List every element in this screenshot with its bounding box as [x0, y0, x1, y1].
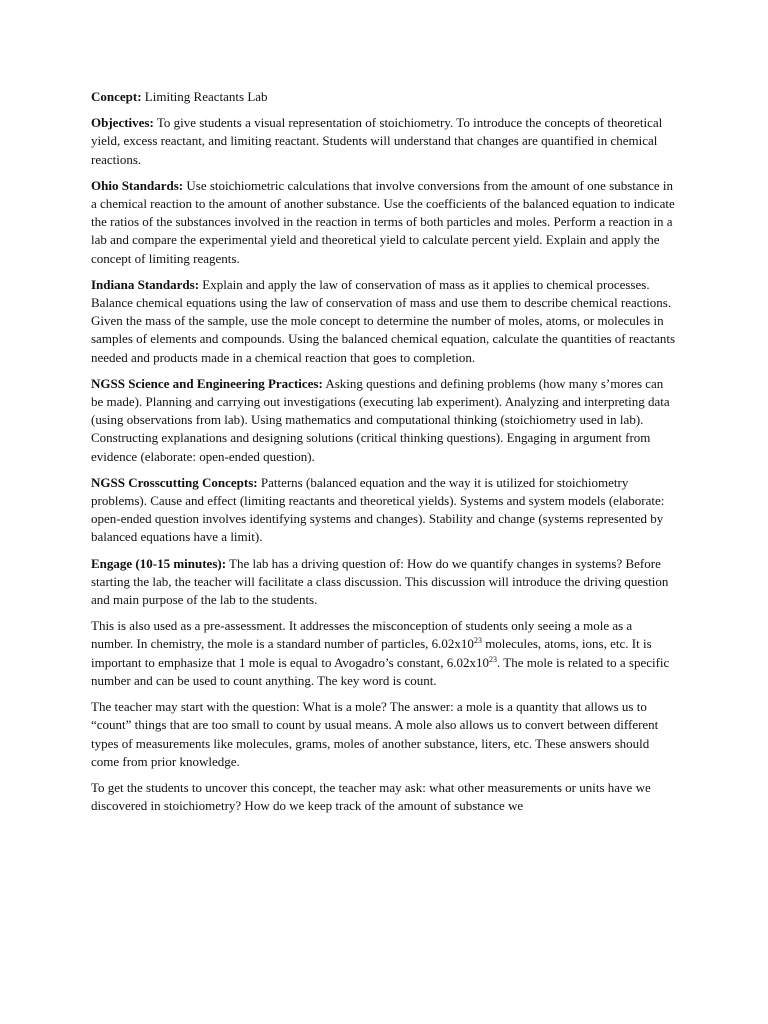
- ohio-standards-text: Use stoichiometric calculations that involve conversions from the amount of one substance in a chemical reaction to the amount of another substance. Use the coefficients of the balanced equation to indicate the ratios of the substances involved in the reaction in terms of both particles and moles. Perform a reaction in a lab and compare the experimental yield and theoretical yield to calculate percent yield. Explain and apply the concept of limiting reagents.: [91, 177, 675, 266]
- uncover-paragraph: [91, 779, 677, 815]
- engage-text: The lab has a driving question of: How do we quantify changes in systems? Before starting the lab, the teacher will facilitate a class discussion. This discussion will introduce the driving question and main purpose of the lab to the students.: [91, 555, 669, 608]
- mole-question-text: The teacher may start with the question: What is a mole? The answer: a mole is a quantity that allows us to “count” things that are too small to count by usual means. A mole also allows us to convert between different types of measurements like molecules, grams, moles of another substance, liters, etc. These answers should come from prior knowledge.: [91, 699, 659, 769]
- concept-label: Concept:: [91, 89, 142, 104]
- preassessment-paragraph: [91, 617, 677, 690]
- ngss-crosscutting-paragraph: [91, 474, 677, 547]
- indiana-standards-text: Explain and apply the law of conservation of mass as it applies to chemical processes. Balance chemical equations using the law of conservation of mass and use them to describe chemical reactions. Given the mass of the sample, use the mole concept to determine the number of moles, atoms, or molecules in samples of elements and compounds. Using the balanced chemical equation, calculate the quantities of reactants needed and products made in a chemical reaction that goes to completion.: [91, 276, 676, 365]
- objectives-paragraph: [91, 114, 677, 169]
- uncover-text: To get the students to uncover this concept, the teacher may ask: what other measurements or units have we discovered in stoichiometry? How do we keep track of the amount of substance we: [91, 779, 651, 814]
- ngss-practices-text: Asking questions and defining problems (how many s’mores can be made). Planning and carrying out investigations (executing lab experiment). Analyzing and interpreting data (using observations from lab). Using mathematics and computational thinking (stoichiometry used in lab). Constructing explanations and designing solutions (critical thinking questions). Engaging in argument from evidence (elaborate: open-ended question).: [91, 375, 670, 464]
- ngss-practices-label: NGSS Science and Engineering Practices:: [91, 375, 323, 391]
- objectives-label: Objectives:: [91, 115, 154, 131]
- ohio-standards-label: Ohio Standards:: [91, 177, 184, 193]
- exponent-1: 23: [473, 636, 482, 646]
- mole-question-paragraph: [91, 698, 677, 771]
- engage-label: Engage (10-15 minutes):: [91, 555, 227, 571]
- concept-paragraph: [91, 88, 677, 106]
- concept-text: Limiting Reactants Lab: [141, 89, 268, 104]
- objectives-text: To give students a visual representation of stoichiometry. To introduce the concepts of theoretical yield, excess reactant, and limiting reactant. Students will understand that changes are quantified in chemical reactions.: [91, 115, 663, 167]
- preassessment-text-3: . The mole is related to a specific number and can be used to count anything. The key word is count.: [91, 654, 670, 688]
- document-page: [91, 88, 677, 823]
- indiana-standards-label: Indiana Standards:: [91, 276, 200, 292]
- preassessment-text-1: This is also used as a pre-assessment. It addresses the misconception of students only seeing a mole as a number. In chemistry, the mole is a standard number of particles, 6.02x10: [91, 618, 633, 652]
- ngss-crosscutting-label: NGSS Crosscutting Concepts:: [91, 474, 258, 490]
- preassessment-text-2: molecules, atoms, ions, etc. It is important to emphasize that 1 mole is equal to Avogadro’s constant, 6.02x10: [91, 636, 652, 670]
- engage-paragraph: [91, 555, 677, 610]
- ngss-crosscutting-text: Patterns (balanced equation and the way it is utilized for stoichiometry problems). Cause and effect (limiting reactants and theoretical yields). Systems and system models (elaborate: open-ended question involves identifying systems and changes). Stability and change (systems represented by balanced equations have a limit).: [91, 474, 665, 545]
- indiana-standards-paragraph: [91, 276, 677, 367]
- exponent-2: 23: [489, 654, 497, 664]
- ngss-practices-paragraph: [91, 375, 677, 466]
- ohio-standards-paragraph: [91, 177, 677, 268]
